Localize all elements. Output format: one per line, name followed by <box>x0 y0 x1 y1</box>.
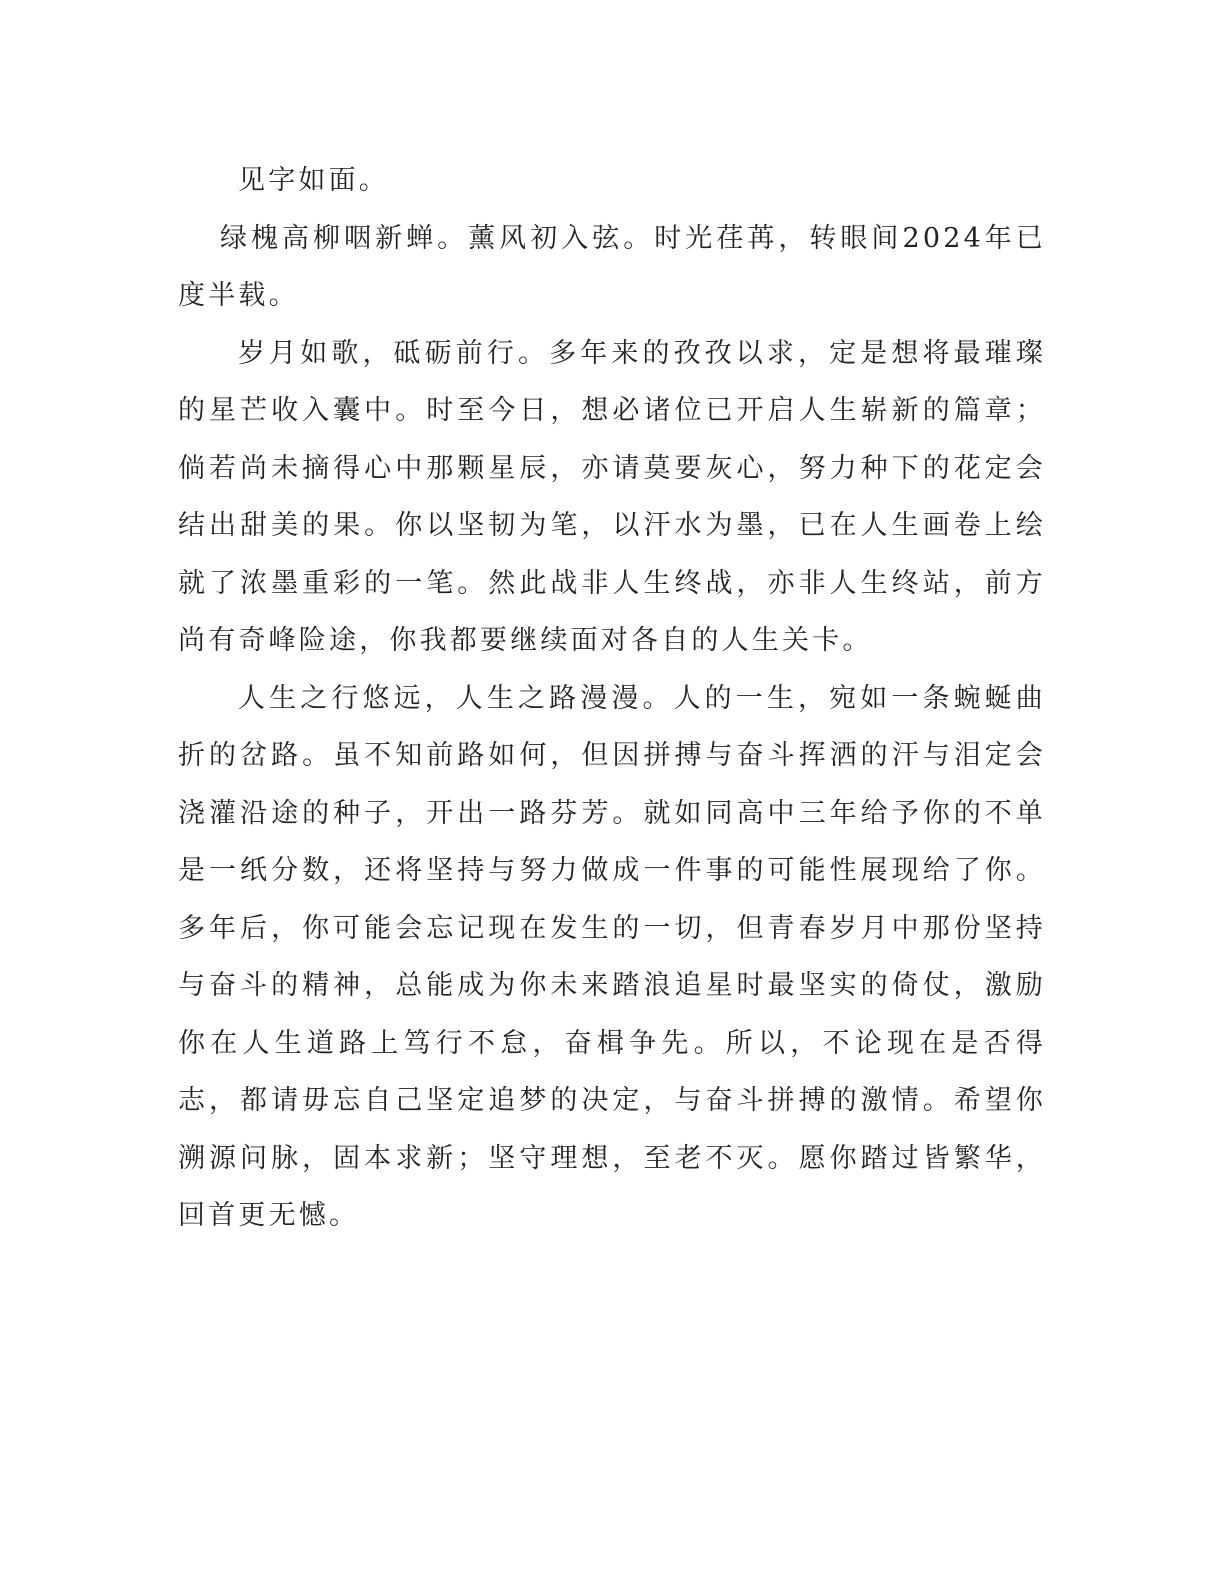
paragraph-greeting: 见字如面。 <box>238 165 389 196</box>
paragraph-life-path: 人生之行悠远，人生之路漫漫。人的一生，宛如一条蜿蜒曲折的岔路。虽不知前路如何，但因拼搏与奋斗挥洒的汗与泪定会浇灌沿途的种子，开出一路芬芳。就如同高中三年给予你的不单是一纸分数，还将坚持与努力做成一件事的可能性展现给了你。多年后，你可能会忘记现在发生的一切，但青春岁月中那份坚持与奋斗的精神，总能成为你未来踏浪追星时最坚实的倚仗，激励你在人生道路上笃行不怠，奋楫争先。所以，不论现在是否得志，都请毋忘自己坚定追梦的决定，与奋斗拼搏的激情。希望你溯源问脉，固本求新；坚守理想，至老不灭。愿你踏过皆繁华，回首更无憾。 <box>178 682 1046 1231</box>
letter-body <box>178 152 1046 1245</box>
paragraph-years: 岁月如歌，砥砺前行。多年来的孜孜以求，定是想将最璀璨的星芒收入囊中。时至今日，想必诸位已开启人生崭新的篇章；倘若尚未摘得心中那颗星辰，亦请莫要灰心，努力种下的花定会结出甜美的果。你以坚韧为笔，以汗水为墨，已在人生画卷上绘就了浓墨重彩的一笔。然此战非人生终战，亦非人生终站，前方尚有奇峰险途，你我都要继续面对各自的人生关卡。 <box>178 337 1046 656</box>
paragraph-season: 绿槐高柳咽新蝉。薰风初入弦。时光荏苒，转眼间2024年已度半载。 <box>178 222 1046 311</box>
